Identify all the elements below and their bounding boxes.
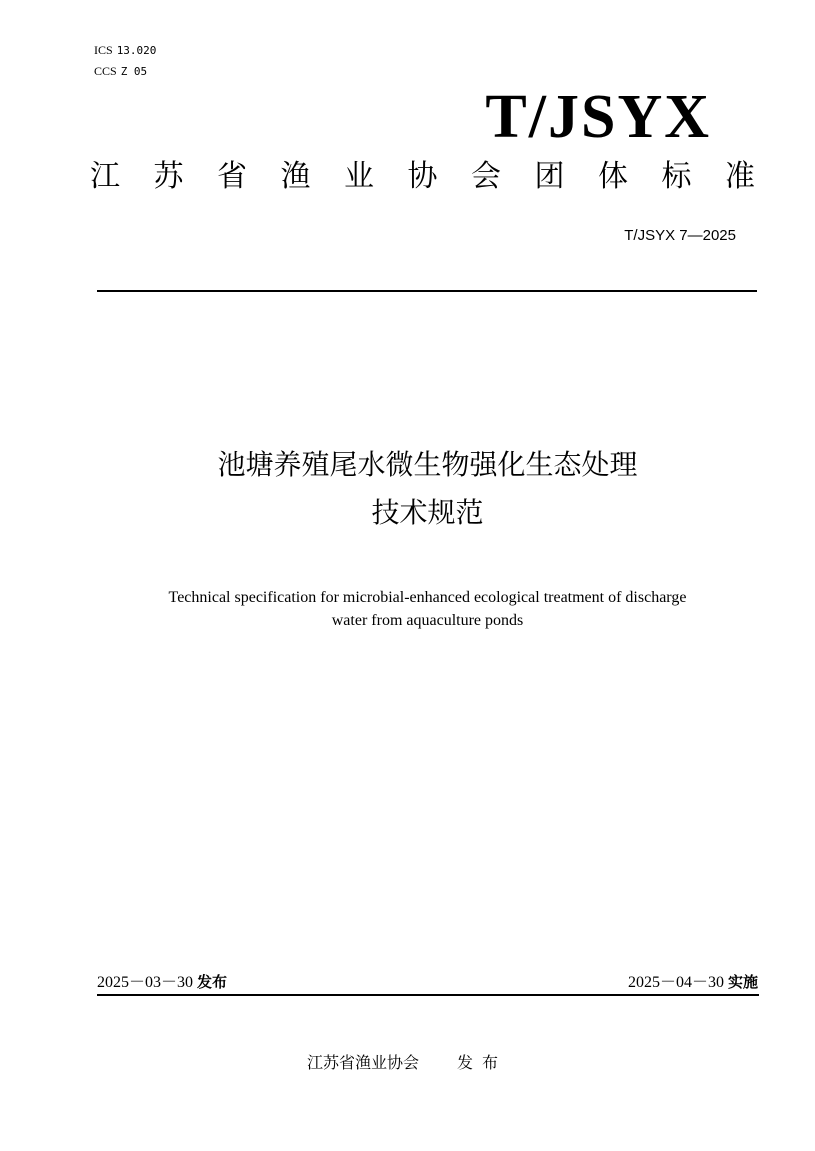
english-title	[0, 586, 815, 632]
implement-date-block	[628, 971, 758, 994]
org-title-char: 准	[725, 159, 755, 194]
publisher-line	[307, 1052, 507, 1074]
footer-divider	[97, 994, 759, 996]
org-title-char: 苏	[153, 159, 184, 194]
implement-label: 实施	[727, 973, 758, 991]
chinese-title-line-2: 技术规范	[371, 496, 484, 529]
header-divider	[97, 290, 757, 292]
publisher-name: 江苏省渔业协会	[307, 1053, 420, 1072]
org-title-char: 标	[661, 159, 692, 194]
ccs-code: Z 05	[120, 65, 148, 78]
publish-date: 2025－03－30	[97, 974, 194, 991]
org-title-char: 江	[90, 159, 120, 194]
english-title-line-1: Technical specification for microbial-enhanced ecological treatment of discharge	[168, 589, 687, 606]
org-title-char: 会	[471, 159, 501, 194]
org-title-char: 团	[534, 159, 565, 194]
ics-code: 13.020	[116, 44, 157, 57]
ics-label: ICS	[94, 43, 113, 57]
brand-mark: T/JSYX	[485, 83, 711, 151]
standard-number: T/JSYX 7—2025	[624, 227, 736, 244]
publish-label: 发布	[197, 973, 228, 991]
implement-date: 2025－04－30	[627, 974, 724, 991]
publish-date-block	[97, 971, 227, 994]
org-title-char: 体	[598, 159, 628, 194]
chinese-title-line-1: 池塘养殖尾水微生物强化生态处理	[217, 448, 638, 481]
chinese-title	[0, 441, 815, 537]
ccs-label: CCS	[94, 64, 117, 78]
org-title-char: 省	[217, 159, 247, 194]
org-title-char: 业	[344, 159, 374, 194]
ccs-line	[94, 61, 156, 82]
org-title-char: 渔	[280, 159, 311, 194]
publisher-action: 发布	[457, 1053, 508, 1072]
ics-line	[94, 40, 156, 61]
org-title-char: 协	[407, 159, 438, 194]
english-title-line-2: water from aquaculture ponds	[331, 612, 524, 629]
org-standard-title	[90, 155, 755, 199]
classification-block	[94, 40, 156, 82]
